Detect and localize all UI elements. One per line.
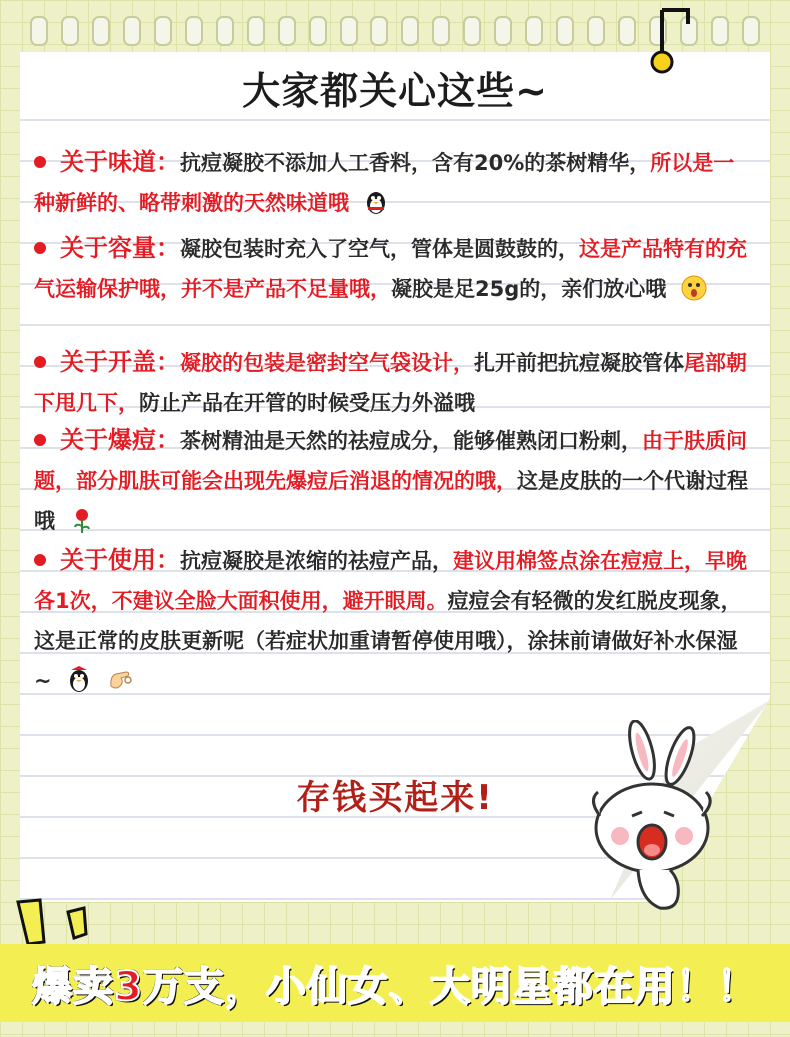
section-breakout xyxy=(34,420,754,541)
page-title: 大家都关心这些~ xyxy=(242,69,548,113)
rose-icon xyxy=(68,506,96,534)
banner-text xyxy=(32,955,758,1012)
section-capacity xyxy=(34,228,754,309)
section-text: 扎开前把抗痘凝胶管体 xyxy=(474,351,684,375)
section-highlight-2: 尾部朝下甩几下， xyxy=(34,351,747,415)
section-opening xyxy=(34,342,754,423)
bunny-mascot-icon xyxy=(580,720,730,920)
bullet-icon xyxy=(34,356,46,368)
section-highlight: 所以是一种新鲜的、略带刺激的天然味道哦 xyxy=(34,151,735,215)
surprised-face-icon xyxy=(680,274,708,302)
exclamation-marks-icon xyxy=(14,898,104,948)
section-text: 凝胶包装时充入了空气，管体是圆鼓鼓的， xyxy=(180,237,579,261)
penguin-icon xyxy=(362,188,390,216)
section-heading: 关于使用： xyxy=(60,546,180,574)
ok-hand-icon xyxy=(106,666,134,694)
section-highlight: 凝胶的包装是密封空气袋设计， xyxy=(180,351,474,375)
section-heading: 关于爆痘： xyxy=(60,426,180,454)
section-text-end: 这是皮肤的一个代谢过程哦 xyxy=(34,469,748,533)
section-heading: 关于味道： xyxy=(60,148,180,176)
bullet-icon xyxy=(34,434,46,446)
section-text: 茶树精油是天然的祛痘成分，能够催熟闭口粉刺， xyxy=(180,429,642,453)
section-heading: 关于容量： xyxy=(60,234,180,262)
section-usage xyxy=(34,540,754,701)
promo-banner xyxy=(0,944,790,1022)
section-taste xyxy=(34,142,754,223)
section-text-end: 痘痘会有轻微的发红脱皮现象，这是正常的皮肤更新呢（若症状加重请暂停使用哦），涂抹前请做好补水保湿~ xyxy=(34,589,742,693)
section-heading: 关于开盖： xyxy=(60,348,180,376)
bullet-icon xyxy=(34,554,46,566)
section-highlight: 由于肤质问题，部分肌肤可能会出现先爆痘后消退的情况的哦， xyxy=(34,429,747,493)
penguin-icon xyxy=(65,666,93,694)
section-text: 抗痘凝胶不添加人工香料，含有20%的茶树精华， xyxy=(180,151,651,175)
section-text-end: 凝胶是足25g的，亲们放心哦 xyxy=(391,277,667,301)
save-money-text: 存钱买起来! xyxy=(296,778,494,818)
banner-tagline: ，小仙女、大明星都在用！！ xyxy=(224,963,758,1010)
section-highlight: 这是产品特有的充气运输保护哦，并不是产品不足量哦， xyxy=(34,237,747,301)
section-text-end: 防止产品在开管的时候受压力外溢哦 xyxy=(139,391,475,415)
section-text: 抗痘凝胶是浓缩的祛痘产品， xyxy=(180,549,453,573)
section-highlight: 建议用棉签点涂在痘痘上，早晚各1次，不建议全脸大面积使用，避开眼周。 xyxy=(34,549,747,613)
banner-sales-count: 爆卖3万支 xyxy=(32,963,225,1010)
bullet-icon xyxy=(34,156,46,168)
bullet-icon xyxy=(34,242,46,254)
